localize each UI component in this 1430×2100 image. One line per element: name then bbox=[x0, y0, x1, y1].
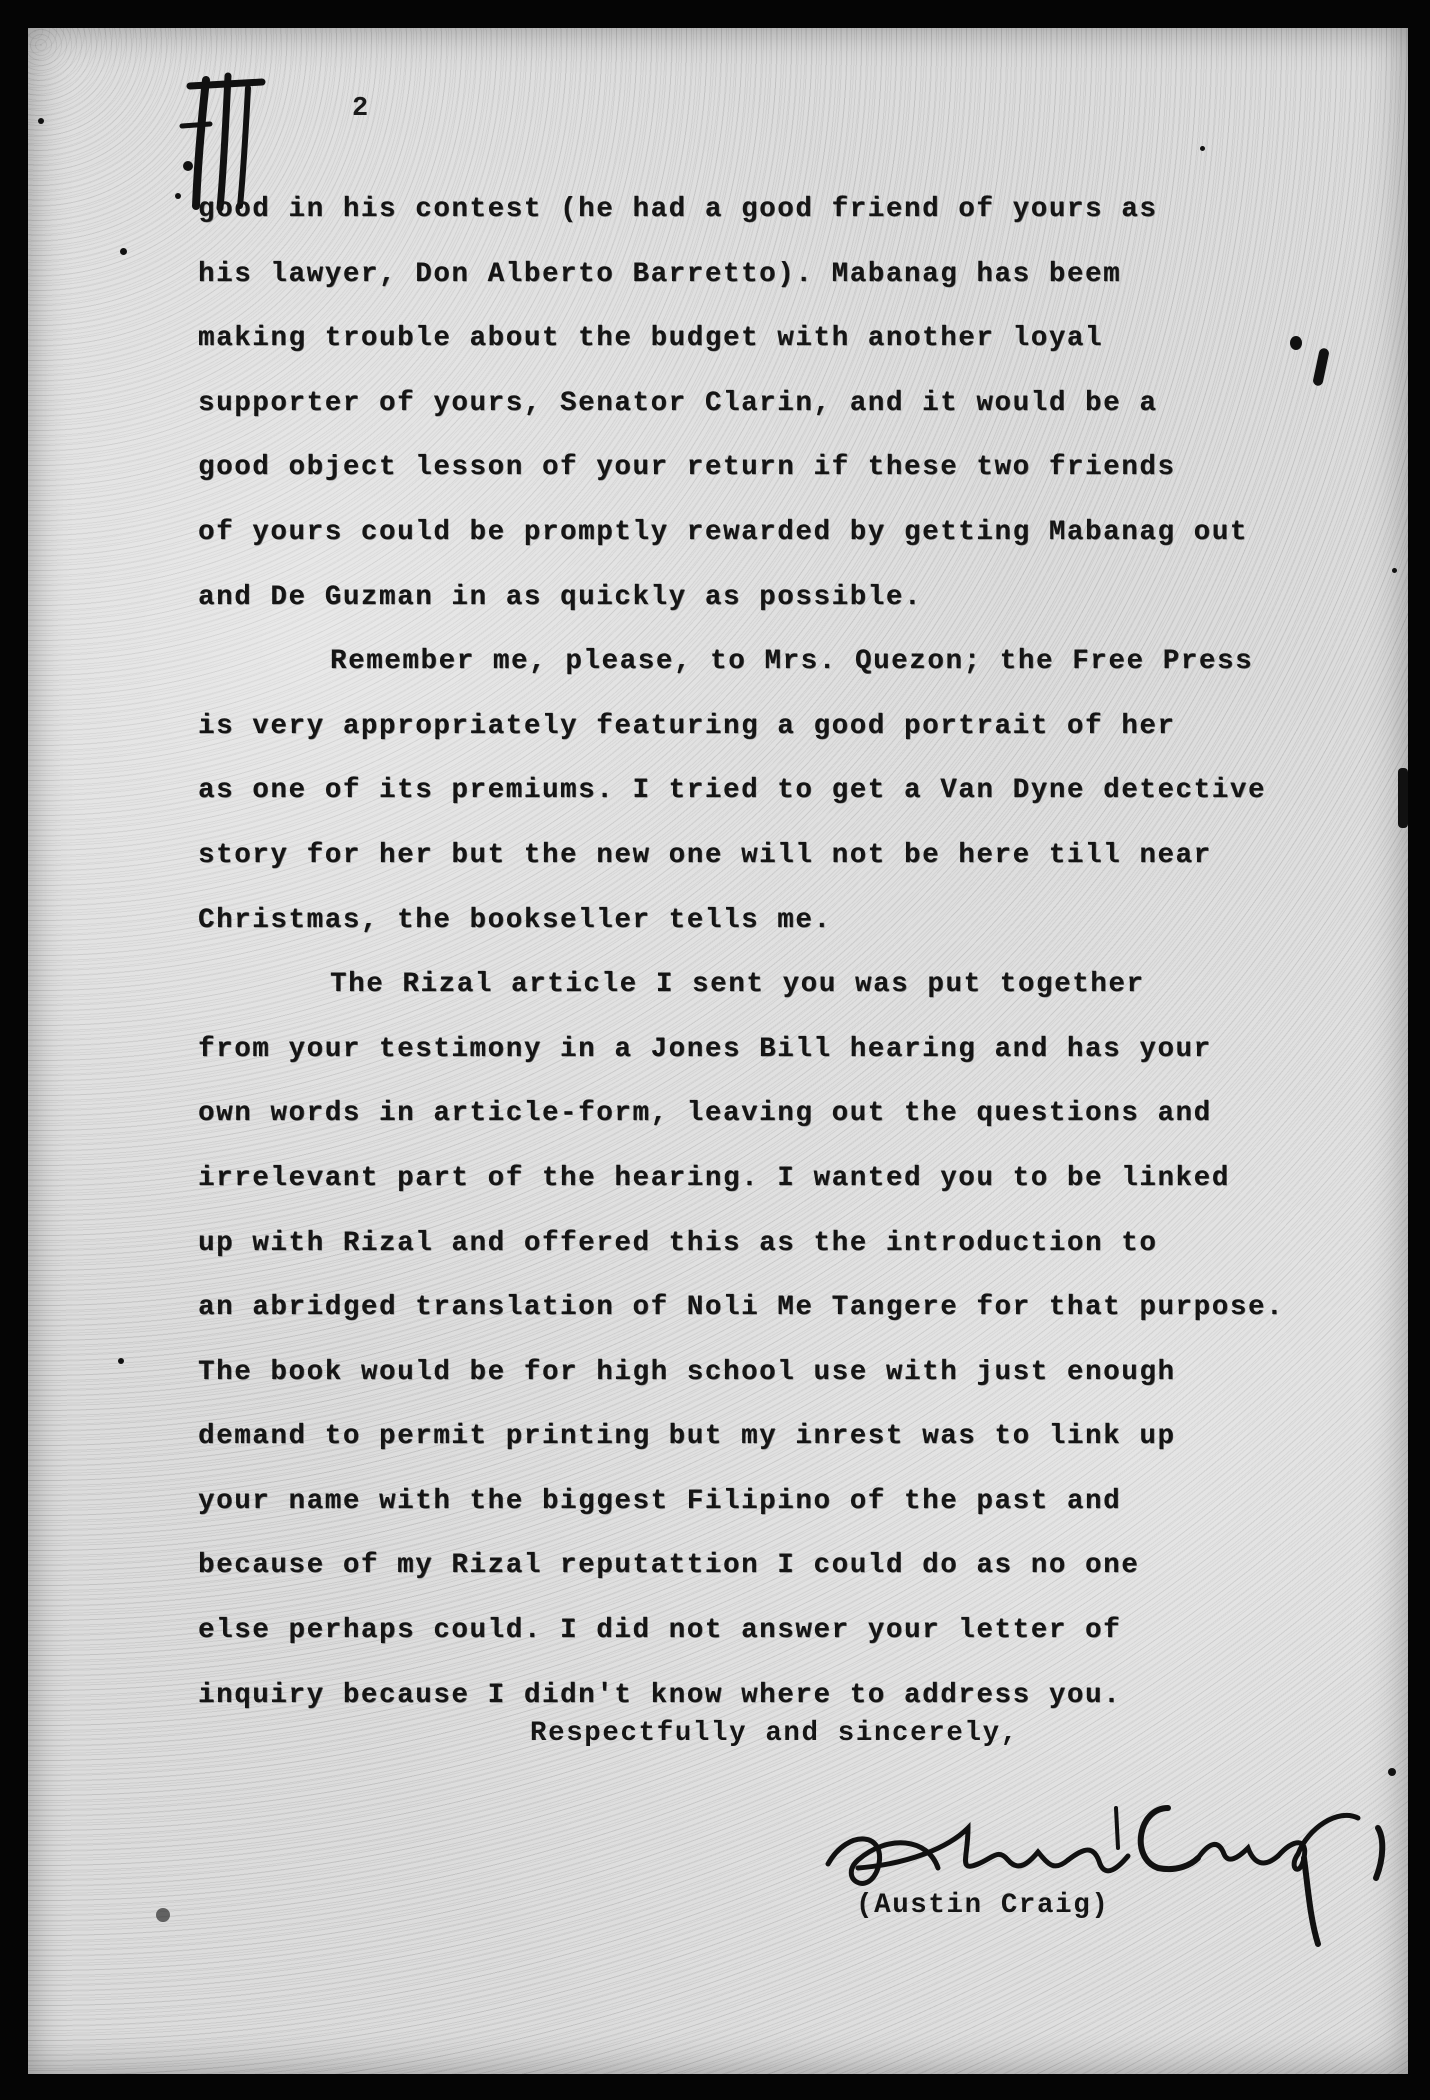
ink-speck bbox=[118, 1358, 124, 1364]
text-line: Remember me, please, to Mrs. Quezon; the Free Press bbox=[330, 646, 1254, 678]
ink-speck bbox=[156, 1908, 170, 1922]
handwritten-signature bbox=[818, 1768, 1408, 1948]
text-line: because of my Rizal reputattion I could do as no one bbox=[198, 1550, 1140, 1582]
ink-speck bbox=[120, 248, 127, 255]
text-line: from your testimony in a Jones Bill hearing and has your bbox=[198, 1033, 1212, 1065]
text-line: of yours could be promptly rewarded by getting Mabanag out bbox=[198, 516, 1248, 548]
text-line: your name with the biggest Filipino of the past and bbox=[198, 1485, 1122, 1517]
text-line: up with Rizal and offered this as the introduction to bbox=[198, 1227, 1158, 1259]
text-line: The book would be for high school use with just enough bbox=[198, 1356, 1176, 1388]
text-line: good object lesson of your return if these two friends bbox=[198, 452, 1176, 484]
text-line: demand to permit printing but my inrest was to link up bbox=[198, 1421, 1176, 1453]
text-line: making trouble about the budget with another loyal bbox=[198, 323, 1104, 355]
text-line: as one of its premiums. I tried to get a Van Dyne detective bbox=[198, 775, 1267, 807]
text-line: is very appropriately featuring a good portrait of her bbox=[198, 710, 1176, 742]
ink-speck bbox=[38, 118, 44, 124]
text-line: an abridged translation of Noli Me Tangere for that purpose. bbox=[198, 1292, 1285, 1324]
text-line: irrelevant part of the hearing. I wanted you to be linked bbox=[198, 1162, 1230, 1194]
page-number: 2 bbox=[352, 94, 369, 124]
text-line: Christmas, the bookseller tells me. bbox=[198, 904, 832, 936]
closing-salutation: Respectfully and sincerely, bbox=[530, 1718, 1019, 1749]
text-line: his lawyer, Don Alberto Barretto). Mabanag has beem bbox=[198, 258, 1122, 290]
text-line: good in his contest (he had a good friend of yours as bbox=[198, 194, 1158, 225]
ink-speck bbox=[1200, 146, 1205, 151]
text-line: and De Guzman in as quickly as possible. bbox=[198, 581, 923, 613]
text-line: supporter of yours, Senator Clarin, and it would be a bbox=[198, 387, 1158, 419]
text-line: else perhaps could. I did not answer your letter of bbox=[198, 1615, 1122, 1647]
text-line: own words in article-form, leaving out the questions and bbox=[198, 1098, 1212, 1130]
text-line: inquiry because I didn't know where to address you. bbox=[198, 1679, 1122, 1711]
text-line: The Rizal article I sent you was put together bbox=[330, 969, 1145, 1001]
ink-speck bbox=[1392, 568, 1397, 573]
ink-speck bbox=[1398, 768, 1408, 828]
text-line: story for her but the new one will not be here till near bbox=[198, 839, 1212, 871]
letter-body bbox=[198, 178, 1348, 1728]
typed-signature-name: (Austin Craig) bbox=[856, 1890, 1110, 1921]
